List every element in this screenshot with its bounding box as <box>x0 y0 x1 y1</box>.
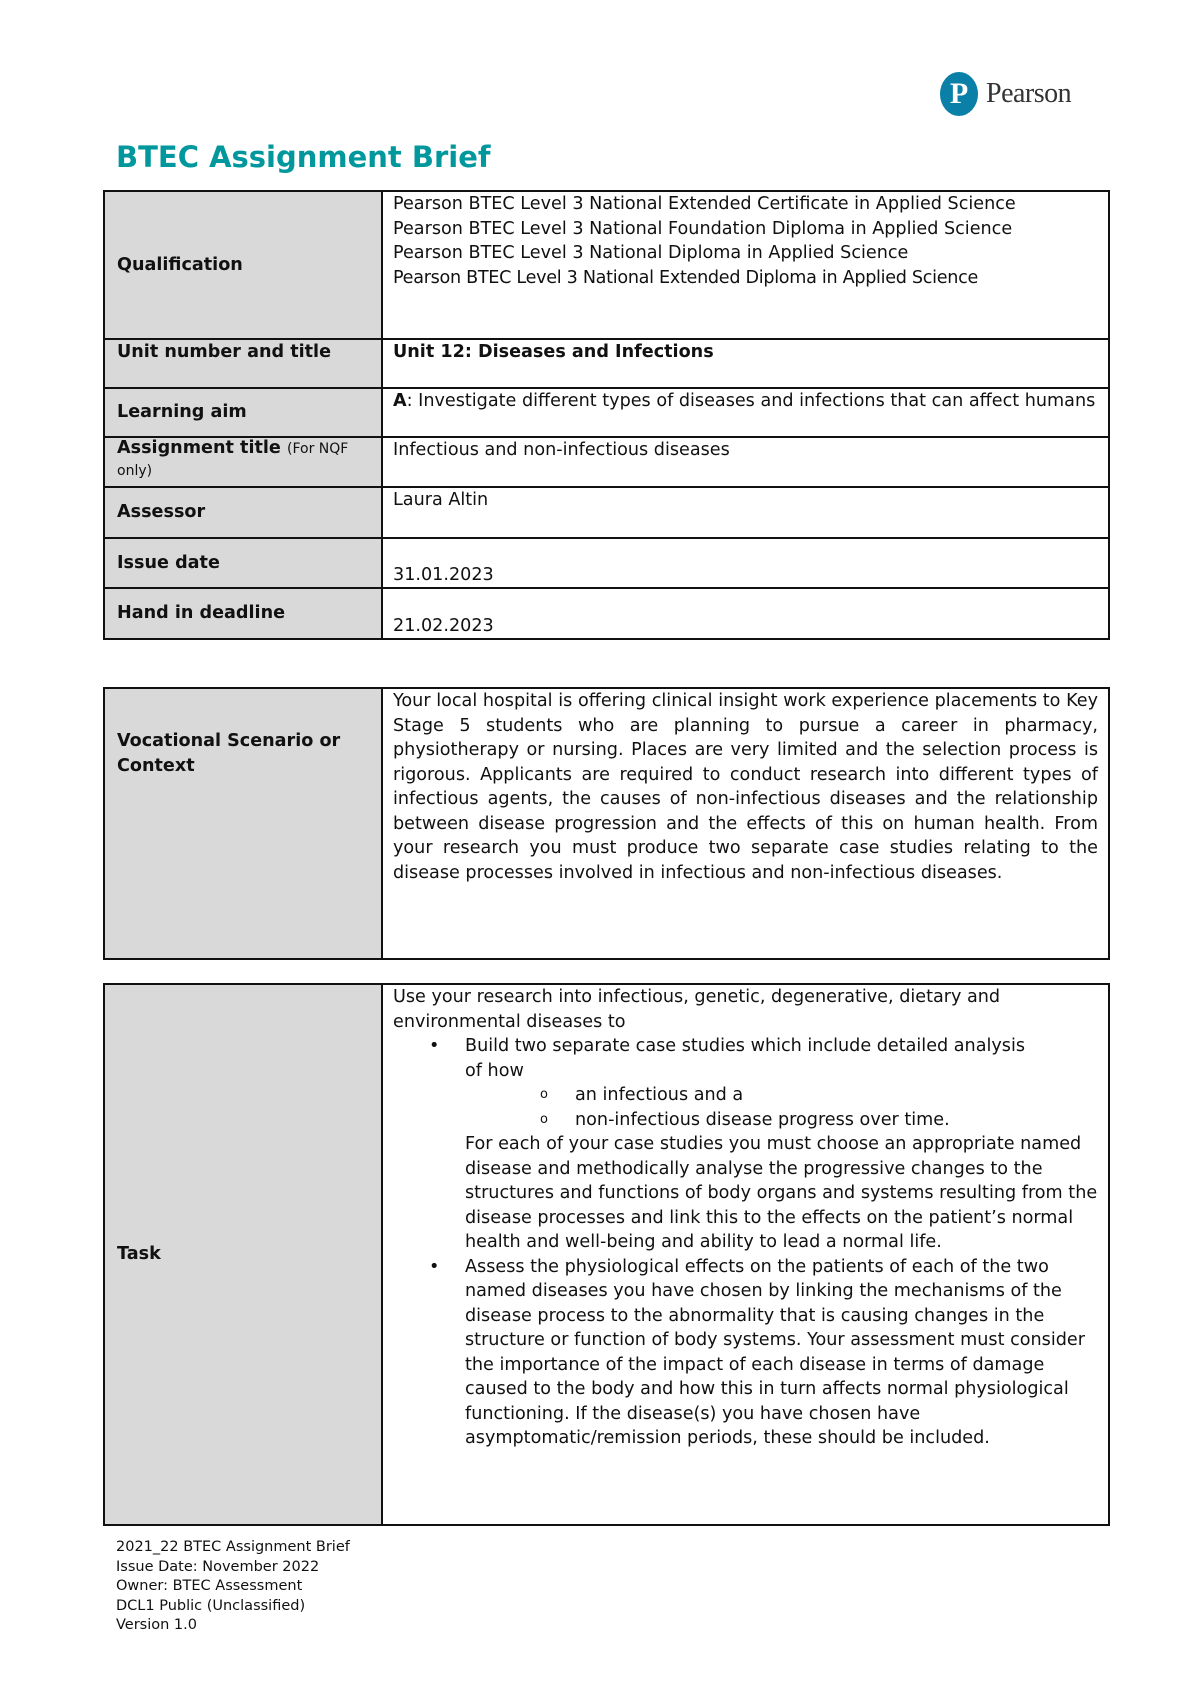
task-intro: Use your research into infectious, genetic, degenerative, dietary and environmental diseases to <box>393 987 1001 1032</box>
unit-label: Unit number and title <box>104 339 382 388</box>
qualification-line: Pearson BTEC Level 3 National Extended Certificate in Applied Science <box>393 194 1016 214</box>
assessor-value: Laura Altin <box>382 487 1109 538</box>
pearson-logo <box>940 72 1071 116</box>
footer-line: Issue Date: November 2022 <box>116 1558 320 1575</box>
page-title: BTEC Assignment Brief <box>116 140 491 174</box>
assignment-title-value: Infectious and non-infectious diseases <box>382 437 1109 487</box>
pearson-logo-word: Pearson <box>986 78 1072 109</box>
deadline-label: Hand in deadline <box>104 588 382 639</box>
learning-aim-prefix: A <box>393 391 407 411</box>
sub-item-text: an infectious and a <box>575 1085 744 1105</box>
footer-line: Owner: BTEC Assessment <box>116 1578 303 1594</box>
task-bullet-1-text: Build two separate case studies which include detailed analysis of how <box>465 1036 1026 1081</box>
pearson-logo-icon: P <box>940 72 978 116</box>
deadline-value: 21.02.2023 <box>382 588 1109 639</box>
issue-date-value: 31.01.2023 <box>382 538 1109 588</box>
footer-line: DCL1 Public (Unclassified) <box>116 1597 306 1614</box>
learning-aim-value <box>382 388 1109 437</box>
qualification-line: Pearson BTEC Level 3 National Diploma in Applied Science <box>393 243 909 263</box>
footer-line: Version 1.0 <box>116 1617 197 1633</box>
task-label: Task <box>104 984 382 1525</box>
scenario-text: Your local hospital is offering clinical insight work experience placements to Key Stage 5 students who are planning to pursue a career in pharmacy, physiotherapy or nursing. Places are very limited and the selection process is rigorous. Applicants are required to conduct research into different types of infectious agents, the causes of non-infectious diseases and the relationship between disease progression and the effects of this on human health. From your research you must produce two separate case studies relating to the disease processes involved in infectious and non-infectious diseases. <box>382 688 1109 959</box>
bullet-icon: • <box>429 1036 440 1056</box>
document-footer <box>116 1538 350 1636</box>
unit-value: Unit 12: Diseases and Infections <box>382 339 1109 388</box>
qualification-line: Pearson BTEC Level 3 National Foundation Diploma in Applied Science <box>393 218 1013 239</box>
issue-date-label: Issue date <box>104 538 382 588</box>
assignment-title-label <box>104 437 382 487</box>
task-bullet <box>429 1255 1098 1451</box>
assessor-label: Assessor <box>104 487 382 538</box>
brief-details-table <box>103 190 1110 640</box>
qualification-line: Pearson BTEC Level 3 National Extended Diploma in Applied Science <box>393 267 979 288</box>
task-table <box>103 983 1110 1526</box>
sub-item <box>465 1108 1098 1133</box>
sub-item-text: non-infectious disease progress over time. <box>575 1109 950 1130</box>
task-bullet-2-text: Assess the physiological effects on the patients of each of the two named diseases you have chosen by linking the mechanisms of the disease process to the abnormality that is causing changes in the structure or function of body systems. Your assessment must consider the importance of the impact of each disease in terms of damage caused to the body and how this in turn affects normal physiological functioning. If the disease(s) you have chosen have asymptomatic/remission periods, these should be included. <box>465 1256 1085 1448</box>
bullet-icon: • <box>429 1256 440 1277</box>
qualification-value <box>382 191 1109 339</box>
footer-line: 2021_22 BTEC Assignment Brief <box>116 1539 350 1555</box>
learning-aim-label: Learning aim <box>104 388 382 437</box>
task-bullets <box>393 1034 1098 1451</box>
task-bullet <box>429 1034 1098 1255</box>
task-content <box>382 984 1109 1525</box>
qualification-label: Qualification <box>104 191 382 339</box>
circle-bullet-icon: o <box>540 1087 548 1102</box>
task-bullet-1-para: For each of your case studies you must choose an appropriate named disease and methodically analyse the progressive changes to the structures and functions of body organs and systems resulting from the disease processes and link this to the effects on the patient’s normal health and well-being and ability to lead a normal life. <box>465 1134 1098 1252</box>
scenario-table <box>103 687 1110 960</box>
assignment-title-label-text: Assignment title <box>117 438 281 458</box>
circle-bullet-icon: o <box>540 1111 548 1127</box>
sub-item <box>465 1083 1098 1108</box>
learning-aim-text: : Investigate different types of diseases and infections that can affect humans <box>406 391 1096 411</box>
assignment-title-note: (For NQF only) <box>117 441 349 479</box>
scenario-label: Vocational Scenario or Context <box>104 688 382 959</box>
